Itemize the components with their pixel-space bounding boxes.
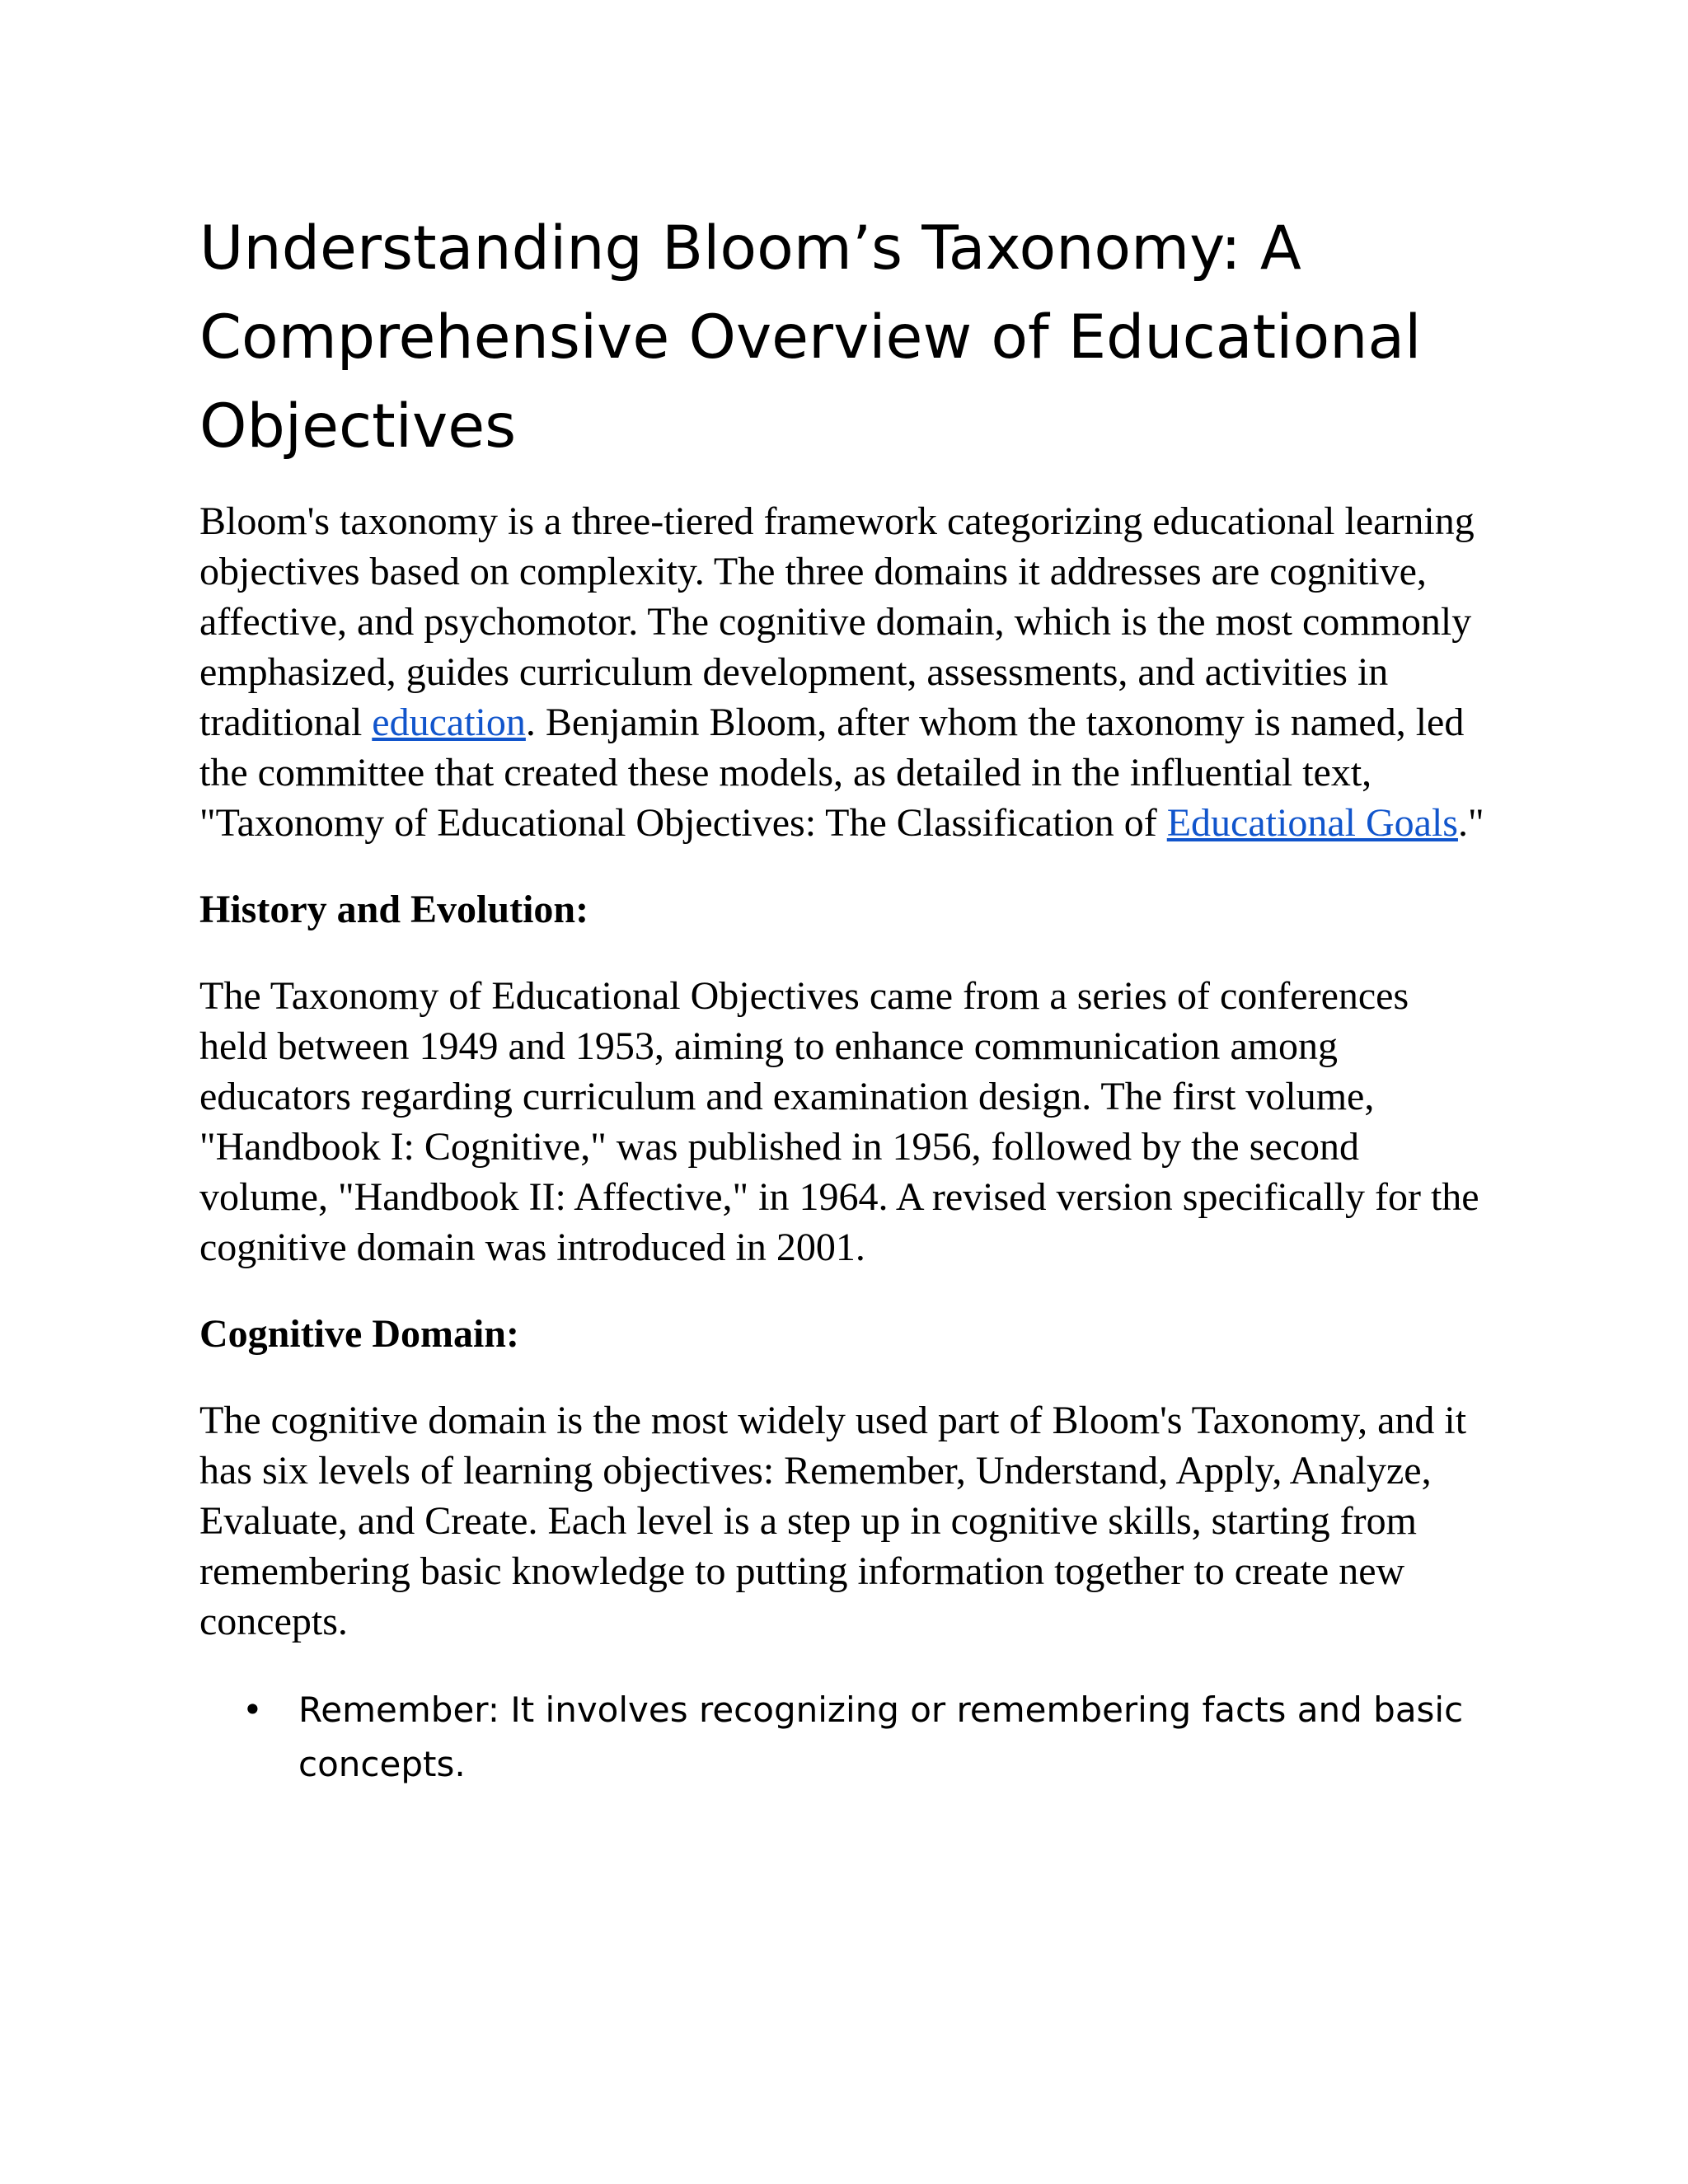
history-heading: History and Evolution: — [199, 888, 589, 931]
list-item-text: Remember: It involves recognizing or remembering facts and basic concepts. — [298, 1690, 1464, 1784]
cognitive-heading: Cognitive Domain: — [199, 1312, 519, 1356]
bullet-marker: • — [242, 1690, 263, 1730]
cognitive-levels-list — [199, 1683, 1485, 1792]
intro-text-3: ." — [1457, 801, 1484, 845]
cognitive-paragraph: The cognitive domain is the most widely used part of Bloom's Taxonomy, and it has six levels of learning objectives: Remember, Understand, Apply, Analyze, Evaluate, and Create. Each level is a step up in cognitive skills, starting from remembering basic knowledge to putting information together to create new concepts. — [199, 1399, 1467, 1643]
educational-goals-link[interactable]: Educational Goals — [1166, 801, 1458, 845]
intro-paragraph — [199, 496, 1485, 848]
document-title: Understanding Bloom’s Taxonomy: A Comprehensive Overview of Educational Objectives — [199, 213, 1422, 462]
education-link[interactable]: education — [372, 701, 526, 744]
intro-text-1: Bloom's taxonomy is a three-tiered framework categorizing educational learning objectives based on complexity. The three domains it addresses are cognitive, affective, and psychomotor. The cognitive domain, which is the most commonly emphasized, guides curriculum development, assessments, and activities in traditional — [199, 499, 1475, 744]
list-item — [199, 1683, 1485, 1792]
document-content — [199, 204, 1485, 1792]
history-paragraph: The Taxonomy of Educational Objectives came from a series of conferences held between 1949 and 1953, aiming to enhance communication among educators regarding curriculum and examination design. The first volume, "Handbook I: Cognitive," was published in 1956, followed by the second volume, "Handbook II: Affective," in 1964. A revised version specifically for the cognitive domain was introduced in 2001. — [199, 974, 1479, 1269]
intro-text-2: . Benjamin Bloom, after whom the taxonomy is named, led the committee that created these models, as detailed in the influential text, "Taxonomy of Educational Objectives: The Classification of — [199, 701, 1465, 845]
